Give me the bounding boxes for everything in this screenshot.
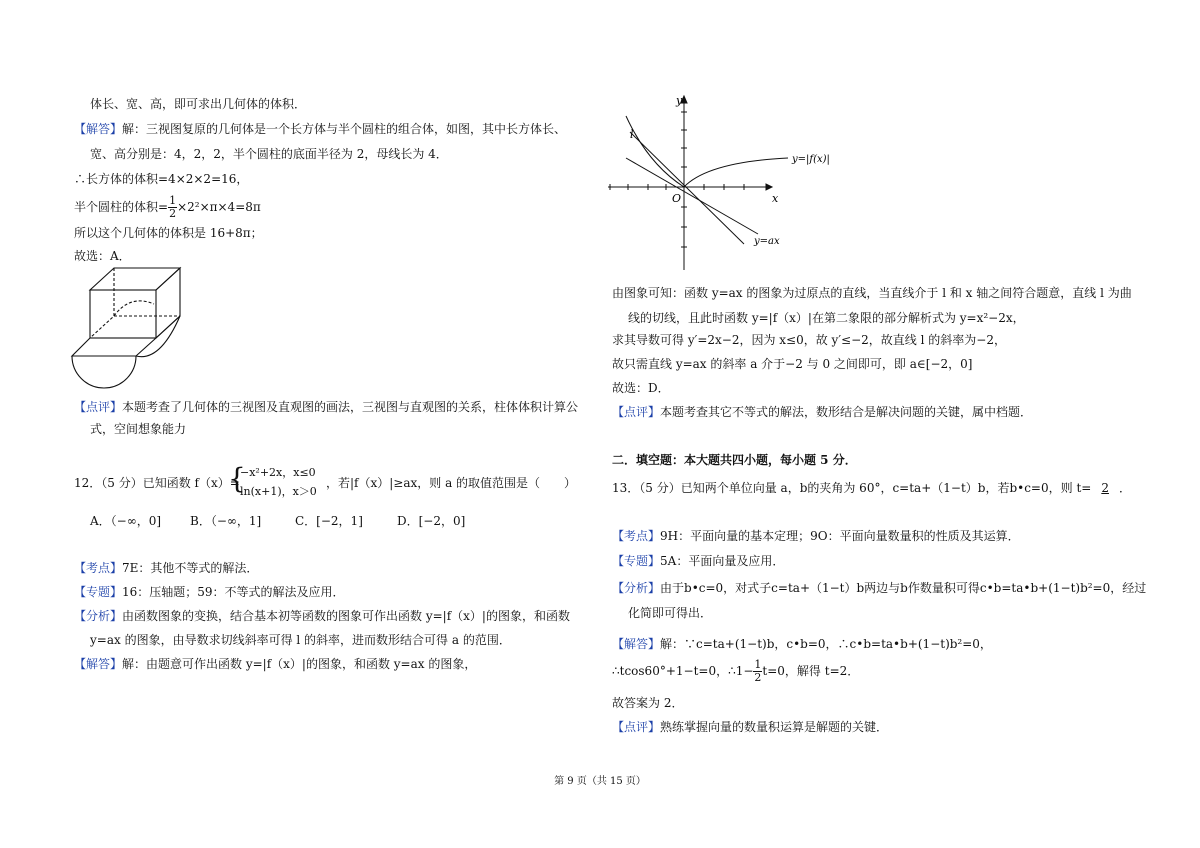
text-line <box>612 719 888 735</box>
fraction <box>168 195 177 220</box>
section-tag: 【点评】 <box>612 720 661 734</box>
section-tag: 【专题】 <box>612 554 661 568</box>
question-12-stem-end: ，若|f（x）|≥ax，则 a 的取值范围是（ ） <box>326 476 577 490</box>
text-line <box>74 194 261 220</box>
text-span: 5A：平面向量及应用． <box>660 554 785 568</box>
section-heading: 二．填空题：本大题共四小题，每小题 5 分． <box>612 453 857 467</box>
text-line: 故答案为 2． <box>612 696 684 710</box>
section-tag: 【点评】 <box>74 400 123 414</box>
text-line: 故选：D． <box>612 381 670 395</box>
denominator: 2 <box>169 207 177 220</box>
text-span: ． <box>1118 481 1131 495</box>
text-line <box>612 658 859 684</box>
option-c: C．[−2，1] <box>295 514 363 528</box>
denominator: 2 <box>754 671 762 684</box>
text-span: 13．（5 分）已知两个单位向量 a，b的夹角为 60°，c=ta+（1−t）b，若b•c=0，则 t= <box>612 481 1092 495</box>
text-span: 熟练掌握向量的数量积运算是解题的关键． <box>660 720 889 734</box>
question-12-stem: 12．（5 分）已知函数 f（x）= <box>74 476 240 490</box>
option-a: A．（−∞，0] <box>90 514 162 528</box>
y-axis-label: y <box>676 94 683 107</box>
text-span: 由于b•c=0，对式子c=ta+（1−t）b两边与b作数量积可得c•b=ta•b+(1−t)b²=0，经过 <box>660 581 1147 595</box>
text-span: 解：由题意可作出函数 y=|f（x）|的图象，和函数 y=ax 的图象， <box>122 657 477 671</box>
text-line <box>74 656 476 672</box>
piecewise-case: −x²+2x，x≤0 <box>240 466 316 479</box>
text-line: ∴长方体的体积=4×2×2=16， <box>74 172 249 186</box>
option-d: D．[−2，0] <box>397 514 466 528</box>
x-axis-label: x <box>772 192 779 205</box>
function-graph <box>608 92 848 272</box>
text-line: 宽、高分别是：4，2，2，半个圆柱的底面半径为 2，母线长为 4． <box>90 147 448 161</box>
solid-figure <box>70 264 190 396</box>
text-span: 9H：平面向量的基本定理；9O：平面向量数量积的性质及其运算． <box>660 529 1020 543</box>
text-line <box>74 584 345 600</box>
text-span: 16：压轴题；59：不等式的解法及应用． <box>122 585 345 599</box>
piecewise-case: ln(x+1)，x＞0 <box>240 485 317 498</box>
text-span: t=0，解得 t=2． <box>762 664 860 678</box>
text-line <box>74 121 566 137</box>
text-line <box>612 553 784 569</box>
numerator: 1 <box>169 194 177 207</box>
text-line <box>612 580 1146 596</box>
text-line: 式，空间想象能力 <box>90 422 187 436</box>
question-13-stem <box>612 480 1131 496</box>
text-span: ×2²×π×4=8π <box>177 200 261 214</box>
curve-label: y=|f(x)| <box>792 154 830 165</box>
section-tag: 【解答】 <box>612 637 661 651</box>
text-span: 解：∵c=ta+(1−t)b，c•b=0，∴c•b=ta•b+(1−t)b²=0， <box>660 637 992 651</box>
text-line: 故选：A． <box>74 249 131 263</box>
text-line: 所以这个几何体的体积是 16+8π； <box>74 226 263 240</box>
section-tag: 【分析】 <box>612 581 661 595</box>
page-footer: 第 9 页（共 15 页） <box>554 776 646 787</box>
section-tag: 【解答】 <box>74 657 123 671</box>
text-span: 本题考查其它不等式的解法，数形结合是解决问题的关键，属中档题． <box>660 405 1033 419</box>
section-tag: 【考点】 <box>612 529 661 543</box>
numerator: 1 <box>754 658 762 671</box>
brace: { <box>228 462 246 495</box>
text-line <box>612 528 1020 544</box>
text-line: 由图象可知：函数 y=ax 的图象为过原点的直线，当直线介于 l 和 x 轴之间符合题意，直线 l 为曲 <box>612 286 1132 300</box>
section-tag: 【专题】 <box>74 585 123 599</box>
text-span: 7E：其他不等式的解法． <box>122 561 259 575</box>
origin-label: O <box>672 192 682 205</box>
text-line <box>612 404 1032 420</box>
answer-blank: 2 <box>1101 481 1109 495</box>
text-line: 故只需直线 y=ax 的斜率 a 介于−2 与 0 之间即可，即 a∈[−2，0] <box>612 357 973 371</box>
section-tag: 【点评】 <box>612 405 661 419</box>
text-span: 解：三视图复原的几何体是一个长方体与半个圆柱的组合体，如图，其中长方体长、 <box>122 122 567 136</box>
section-tag: 【解答】 <box>74 122 123 136</box>
text-line: 体长、宽、高，即可求出几何体的体积． <box>90 97 307 111</box>
text-span: 本题考查了几何体的三视图及直观图的画法，三视图与直观图的关系，柱体体积计算公 <box>122 400 579 414</box>
text-line: 线的切线，且此时函数 y=|f（x）|在第二象限的部分解析式为 y=x²−2x， <box>628 311 1025 325</box>
section-tag: 【考点】 <box>74 561 123 575</box>
text-line <box>74 608 570 624</box>
section-tag: 【分析】 <box>74 609 123 623</box>
text-line: 化简即可得出． <box>628 606 713 620</box>
line-l-label: l <box>630 128 634 141</box>
option-b: B．（−∞，1] <box>190 514 262 528</box>
text-line <box>74 399 578 415</box>
text-line <box>74 560 258 576</box>
text-line <box>612 636 992 652</box>
line-ax-label: y=ax <box>754 236 780 247</box>
text-span: 半个圆柱的体积= <box>74 200 169 214</box>
text-line: 求其导数可得 y′=2x−2，因为 x≤0，故 y′≤−2，故直线 l 的斜率为−2， <box>612 333 1006 347</box>
text-span: ∴tcos60°+1−t=0，∴1− <box>612 664 754 678</box>
text-span: 由函数图象的变换，结合基本初等函数的图象可作出函数 y=|f（x）|的图象，和函数 <box>122 609 570 623</box>
text-line: y=ax 的图象，由导数求切线斜率可得 l 的斜率，进而数形结合可得 a 的范围． <box>90 633 511 647</box>
